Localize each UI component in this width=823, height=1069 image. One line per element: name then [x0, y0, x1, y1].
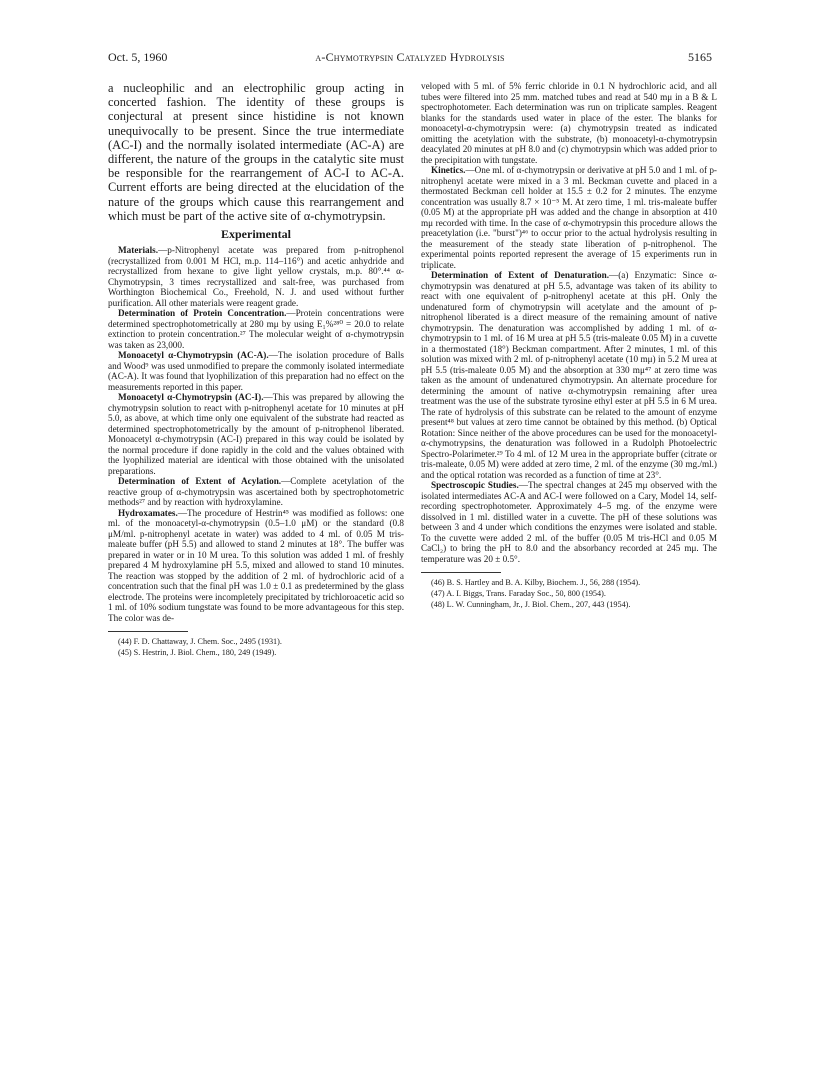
- footnote-rule: [108, 631, 188, 632]
- paragraph-text: —One ml. of α-chymotrypsin or derivative at pH 5.0 and 1 ml. of p-nitrophenyl acetate were mixed in a 3 ml. Beckman cuvette and placed in a thermostated Beckman cell holder at 15.5 ± 0.2 for 2 minutes. The enzyme concentration was usually 8.7 × 10⁻⁵ M. At zero time, 1 ml. tris-maleate buffer (0.05 M) at the appropriate pH was added and the change in absorption at 410 mμ recorded with time. In the case of α-chymotrypsin this procedure allows the preacetylation (i.e. "burst")⁴⁶ to occur prior to the actual hydrolysis resulting in the measurement of the steady state liberation of p-nitrophenol. The experimental points reported represent the average of 15 experiments run in triplicate.: [421, 165, 717, 270]
- right-body: [421, 81, 717, 564]
- paragraph-text: veloped with 5 ml. of 5% ferric chloride in 0.1 N hydrochloric acid, and all tubes were filtered into 25 mm. matched tubes and read at 540 mμ in a B & L spectrophotometer. Each determination was run on triplicate samples. Reagent blanks for the standards used water in place of the ester. The blanks for monoacetyl-α-chymotrypsin were: (a) chymotrypsin treated as indicated omitting the acetylation with the substrate, (b) monoacetyl-α-chymotrypsin deacylated 20 minutes at pH 8.0 and (c) chymotrypsin which was added prior to the precipitation with tungstate.: [421, 81, 717, 165]
- paragraph: [108, 245, 404, 308]
- header-title: α-Chymotrypsin Catalyzed Hydrolysis: [315, 50, 505, 64]
- paragraph-head: Determination of Protein Concentration.: [118, 308, 287, 319]
- paragraph: [108, 476, 404, 508]
- footnote: (46) B. S. Hartley and B. A. Kilby, Biochem. J., 56, 288 (1954).: [431, 578, 641, 587]
- left-body: [108, 245, 404, 623]
- paragraph: [108, 508, 404, 624]
- paragraph-head: Materials.: [118, 245, 159, 256]
- paragraph-text: —The isolation procedure of Balls and Wood⁹ was used unmodified to prepare the commonly isolated intermediate (AC-A). It was found that lyophilization of this preparation had no effect on the measurements reported in this paper.: [108, 350, 404, 392]
- paragraph-head: Hydroxamates.: [118, 507, 178, 518]
- paragraph-head: Determination of Extent of Denaturation.: [431, 270, 609, 280]
- running-header: [108, 49, 712, 65]
- paragraph: [421, 81, 717, 165]
- paragraph: [421, 270, 717, 480]
- paragraph-text: —Protein concentrations were determined spectrophotometrically at 280 mμ by using E₁%²⁸⁰ = 20.0 to relate extinction to protein concentration.²⁷ The molecular weight of α-chymotrypsin was taken as 23,000.: [108, 308, 404, 350]
- paragraph-text: —This was prepared by allowing the chymotrypsin solution to react with p-nitrophenyl acetate for 10 minutes at pH 5.0, as above, at which time only one equivalent of the substrate had reacted as determined spectrophotometrically by the amount of p-nitrophenol liberated. Monoacetyl α-chymotrypsin (AC-I) prepared in this way could be isolated by the normal procedure if done rapidly in the cold and the values obtained with the lyophilized material are identical with those obtained with the unisolated preparations.: [108, 392, 404, 476]
- header-date: Oct. 5, 1960: [108, 50, 168, 64]
- lede-paragraph: [108, 81, 404, 223]
- lede-text: a nucleophilic and an electrophilic group acting in concerted fashion. The identity of these groups is conjectural at present since histidine is not known unequivocally to be present. Since the true intermediate (AC-I) and the normally isolated intermediate (AC-A) are different, the nature of the groups in the catalytic site must be responsible for the rearrangement of AC-I to AC-A. Current efforts are being directed at the elucidation of the nature of the groups which cause this rearrangement and which must be part of the active site of α-chymotrypsin.: [108, 81, 404, 223]
- paragraph-head: Kinetics.: [431, 165, 466, 175]
- page-number: 5165: [688, 50, 712, 64]
- paragraph-text: —Complete acetylation of the reactive group of α-chymotrypsin was ascertained both by spectrophotometric methods²⁷ and by reaction with hydroxylamine.: [108, 476, 404, 508]
- left-column: [108, 81, 404, 658]
- paragraph-text: —The procedure of Hestrin⁴⁵ was modified as follows: one ml. of the monoacetyl-α-chymotrypsin (0.5–1.0 μM) or the standard (0.8 μM/ml. p-nitrophenyl acetate in water) was added to 4 ml. of 0.05 M tris-maleate buffer (pH 5.5) and allowed to stand 2 minutes at 18°. The buffer was prepared in water or in 10 M urea. To this solution was added 1 ml. of freshly prepared 4 M hydroxylamine pH 5.5, mixed and allowed to stand 10 minutes. The reaction was stopped by the addition of 2 ml. of hydrochloric acid of a concentration such that the final pH was 1.0 ± 0.1 as predetermined by the glass electrode. The proteins were incompletely precipitated by trichloroacetic acid so 1 ml. of 10% sodium tungstate was found to be more advantageous for this step. The color was de-: [108, 507, 404, 623]
- paragraph: [108, 350, 404, 392]
- footnote-rule: [421, 572, 501, 573]
- footnote: (45) S. Hestrin, J. Biol. Chem., 180, 249 (1949).: [118, 648, 277, 658]
- paragraph: [108, 392, 404, 476]
- paragraph-head: Monoacetyl α-Chymotrypsin (AC-A).: [118, 350, 269, 361]
- paragraph-text: —The spectral changes at 245 mμ observed with the isolated intermediates AC-A and AC-I were followed on a Cary, Model 14, self-recording spectrophotometer. Approximately 4–5 mg. of the enzyme were dissolved in 1 ml. distilled water in a cuvette. The pH of these solutions was between 3 and 4 under which conditions the enzymes were isolated and stable. To the cuvette were added 2 ml. of the buffer (0.05 M tris-HCl and 0.05 M CaCl₂) to bring the pH to 8.0 and the absorbancy recorded at 245 mμ. The temperature was 20 ± 0.5°.: [421, 480, 717, 564]
- paragraph-text: —(a) Enzymatic: Since α-chymotrypsin was denatured at pH 5.5, advantage was taken of its ability to react with one equivalent of p-nitrophenyl acetate at this pH. Only the undenatured form of chymotrypsin will acetylate and the amount of p-nitrophenol liberated is a direct measure of the remaining amount of native chymotrypsin. The denaturation was accomplished by adding 1 ml. of α-chymotrypsin to 1 ml. of 16 M urea at pH 5.5 (tris-maleate 0.05 M) in a cuvette in a thermostated (18°) Beckman compartment. After 2 minutes, 1 ml. of this solution was mixed with 2 ml. of p-nitrophenyl acetate (10 mμ) in 5.2 M urea at pH 5.5 (tris-maleate 0.05 M) and the absorption at 330 mμ⁴⁷ at zero time was taken as the amount of undenatured chymotrypsin. An alternate procedure for determining the amount of native α-chymotrypsin remaining after urea treatment was the use of the substrate tyrosine ethyl ester at pH 5.5 in 6 M urea. The rate of hydrolysis of this substrate can be related to the amount of enzyme present⁴⁸ but values at zero time cannot be obtained by this method. (b) Optical Rotation: Since neither of the above procedures can be used for the monoacetyl-α-chymotrypsins, the denaturation was followed in a Rudolph Photoelectric Spectro-Polarimeter.²⁹ To 4 ml. of 12 M urea in the appropriate buffer (citrate or tris-maleate, 0.05 M) were added at zero time, 2 ml. of the enzyme (30 mg./ml.) and the optical rotation was recorded as a function of time at 23°.: [421, 270, 717, 480]
- footnote: (44) F. D. Chattaway, J. Chem. Soc., 2495 (1931).: [118, 637, 282, 647]
- paragraph: [421, 165, 717, 270]
- paragraph-head: Spectroscopic Studies.: [431, 480, 519, 490]
- paragraph: [421, 480, 717, 564]
- paragraph-head: Monoacetyl α-Chymotrypsin (AC-I).: [118, 392, 264, 403]
- section-title: Experimental: [221, 227, 291, 242]
- footnote: (48) L. W. Cunningham, Jr., J. Biol. Chem., 207, 443 (1954).: [431, 600, 631, 609]
- right-column: [421, 81, 717, 610]
- paragraph-head: Determination of Extent of Acylation.: [118, 476, 282, 487]
- footnote: (47) A. I. Biggs, Trans. Faraday Soc., 50, 800 (1954).: [431, 589, 606, 598]
- paragraph: [108, 308, 404, 350]
- paragraph-text: —p-Nitrophenyl acetate was prepared from p-nitrophenol (recrystallized from 0.001 M HCl, m.p. 114–116°) and acetic anhydride and recrystallized from hexane to give light yellow crystals, m.p. 80°.⁴⁴ α-Chymotrypsin, 3 times recrystallized and salt-free, was purchased from Worthington Biochemical Co., Freehold, N. J. and used without further purification. All other materials were reagent grade.: [108, 245, 404, 308]
